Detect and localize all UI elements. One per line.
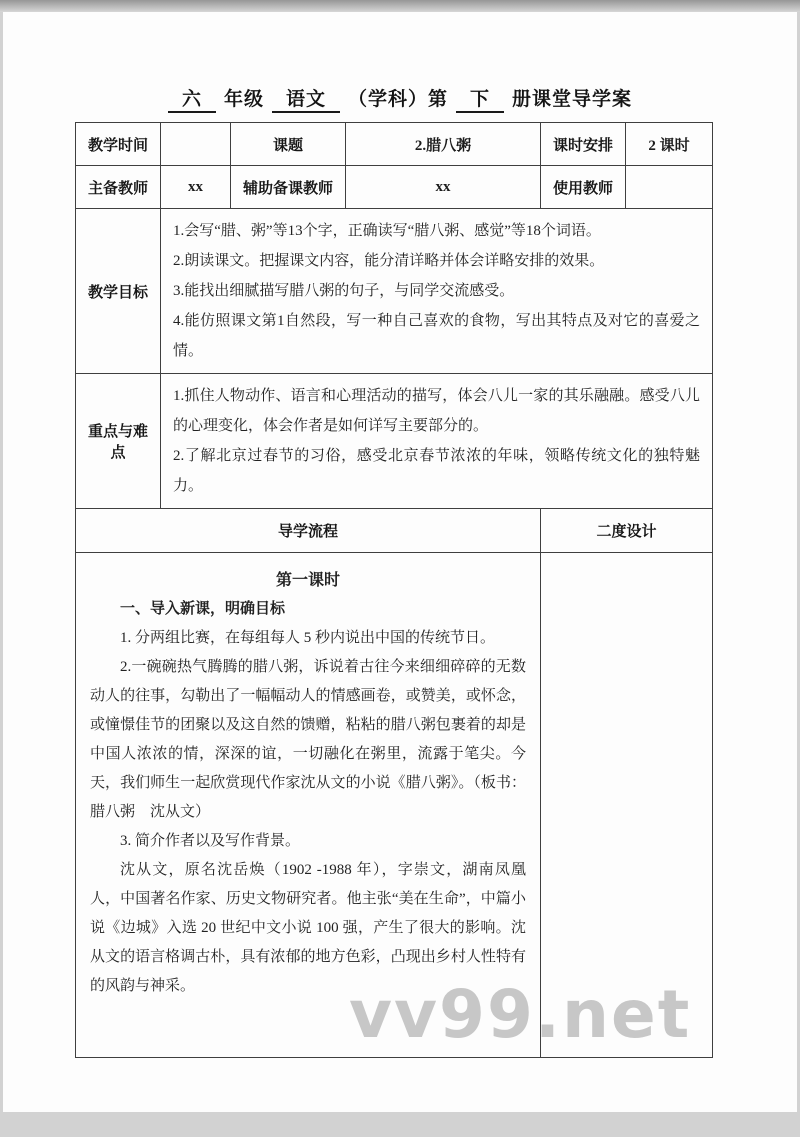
lesson-paragraph: 3. 简介作者以及写作背景。 bbox=[120, 833, 301, 849]
table-row-flow-header bbox=[76, 509, 713, 553]
title-segment-subject: （学科）第 bbox=[348, 89, 449, 110]
main-teacher-label: 主备教师 bbox=[76, 166, 161, 209]
objectives-content bbox=[161, 209, 713, 374]
volume-blank: 下 bbox=[456, 84, 504, 113]
subject-blank: 语文 bbox=[272, 84, 340, 113]
lesson-paragraph: 2.一碗碗热气腾腾的腊八粥，诉说着古往今来细细碎碎的无数动人的往事，勾勒出了一幅幅动人的情感画卷，或赞美，或怀念，或憧憬佳节的团聚以及这自然的馈赠，粘粘的腊八粥包裹着的却是中国人浓浓的情，深深的谊，一切融化在粥里，流露于笔尖。今天，我们师生一起欣赏现代作家沈从文的小说《腊八粥》。（板书：腊八粥 沈从文） bbox=[90, 659, 526, 820]
keypoints-content bbox=[161, 374, 713, 509]
lesson-plan-table bbox=[75, 122, 713, 1058]
second-design-header: 二度设计 bbox=[541, 509, 713, 553]
table-row-meta-2 bbox=[76, 166, 713, 209]
lesson-paragraph: 1. 分两组比赛，在每组每人 5 秒内说出中国的传统节日。 bbox=[120, 630, 496, 646]
second-design-cell bbox=[541, 553, 713, 1058]
user-teacher-label: 使用教师 bbox=[541, 166, 626, 209]
flow-header: 导学流程 bbox=[76, 509, 541, 553]
assist-teacher-label: 辅助备课教师 bbox=[231, 166, 346, 209]
lesson-paragraph: 沈从文，原名沈岳焕（1902 -1988 年），字崇文，湖南凤凰人，中国著名作家、历史文物研究者。他主张“美在生命”，中篇小说《边城》入选 20 世纪中文小说 100 强，产生了很大的影响。沈从文的语言格调古朴，具有浓郁的地方色彩，凸现出乡村人性特有的风韵与神采。 bbox=[90, 862, 526, 994]
topic-value: 2.腊八粥 bbox=[346, 123, 541, 166]
section-heading: 一、导入新课，明确目标 bbox=[120, 601, 286, 617]
page-title bbox=[3, 84, 797, 113]
objective-item: 2.朗读课文。把握课文内容，能分清详略并体会详略安排的效果。 bbox=[173, 253, 605, 269]
objective-item: 1.会写“腊、粥”等13个字，正确读写“腊八粥、感觉”等18个词语。 bbox=[173, 223, 601, 239]
periods-label: 课时安排 bbox=[541, 123, 626, 166]
grade-blank: 六 bbox=[168, 84, 216, 113]
table-row-lesson-content bbox=[76, 553, 713, 1058]
title-segment-tail: 册课堂导学案 bbox=[512, 89, 633, 110]
title-segment-grade: 年级 bbox=[223, 89, 264, 110]
session-title: 第一课时 bbox=[275, 572, 340, 589]
watermark: vv99.net bbox=[349, 976, 692, 1053]
table-row-keypoints bbox=[76, 374, 713, 509]
lesson-flow-cell bbox=[76, 553, 541, 1058]
teach-time-value bbox=[161, 123, 231, 166]
table-row-meta-1 bbox=[76, 123, 713, 166]
keypoint-item: 2.了解北京过春节的习俗，感受北京春节浓浓的年味，领略传统文化的独特魅力。 bbox=[173, 448, 700, 494]
keypoint-item: 1.抓住人物动作、语言和心理活动的描写，体会八儿一家的其乐融融。感受八儿的心理变化，体会作者是如何详写主要部分的。 bbox=[173, 388, 700, 434]
periods-value: 2 课时 bbox=[626, 123, 713, 166]
teach-time-label: 教学时间 bbox=[76, 123, 161, 166]
objectives-label: 教学目标 bbox=[76, 209, 161, 374]
objective-item: 4.能仿照课文第1自然段，写一种自己喜欢的食物，写出其特点及对它的喜爱之情。 bbox=[173, 313, 700, 359]
main-teacher-value: xx bbox=[161, 166, 231, 209]
document-page bbox=[3, 12, 797, 1112]
objective-item: 3.能找出细腻描写腊八粥的句子，与同学交流感受。 bbox=[173, 283, 515, 299]
keypoints-label: 重点与难点 bbox=[76, 374, 161, 509]
table-row-objectives bbox=[76, 209, 713, 374]
scan-top-shadow bbox=[0, 0, 800, 12]
user-teacher-value bbox=[626, 166, 713, 209]
assist-teacher-value: xx bbox=[346, 166, 541, 209]
topic-label: 课题 bbox=[231, 123, 346, 166]
